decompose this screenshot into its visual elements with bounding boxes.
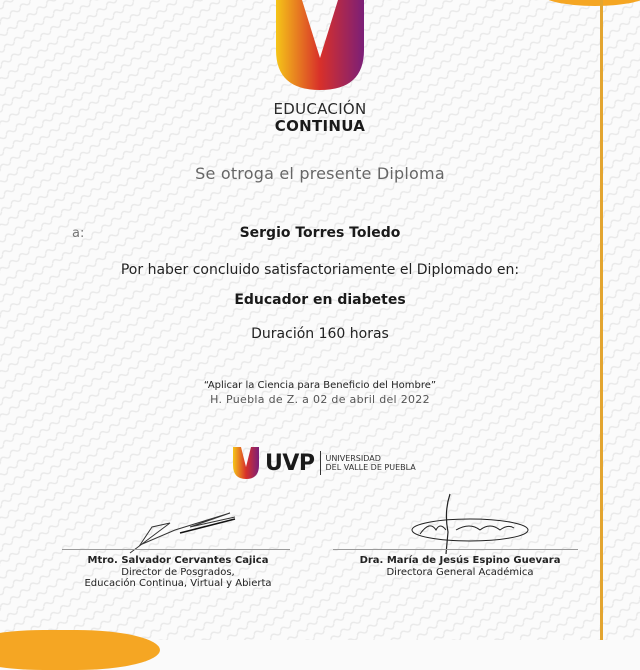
uvp-v-logo-icon: [233, 447, 259, 479]
uvp-separator: [320, 451, 321, 475]
signer-1-name: Mtro. Salvador Cervantes Cajica: [87, 555, 269, 566]
place-date: H. Puebla de Z. a 02 de abril del 2022: [210, 393, 430, 406]
signature-1-scribble: [60, 505, 260, 555]
diploma-intro: Se otroga el presente Diploma: [195, 164, 445, 183]
decorative-orange-shape-bottom: [0, 630, 160, 670]
uvp-acronym: UVP: [265, 450, 315, 476]
program-name: Educador en diabetes: [234, 292, 406, 308]
decorative-vertical-line: [600, 0, 603, 640]
signer-1-title-line2: Educación Continua, Virtual y Abierta: [84, 578, 272, 589]
uvp-logo: [233, 447, 416, 479]
educacion-continua-logo-icon: [274, 0, 366, 92]
recipient-name: Sergio Torres Toledo: [239, 225, 401, 241]
signer-2-name: Dra. María de Jesús Espino Guevara: [359, 555, 561, 566]
signature-line-1: [62, 549, 290, 550]
signature-block-1: [58, 555, 298, 590]
duration: Duración 160 horas: [251, 326, 389, 342]
motto: “Aplicar la Ciencia para Beneficio del Hombre”: [203, 380, 437, 391]
uvp-name-line2: DEL VALLE DE PUEBLA: [325, 463, 416, 472]
brand-line-1: EDUCACIÓN: [273, 100, 367, 118]
signature-block-2: [340, 555, 580, 578]
completion-text: Por haber concluido satisfactoriamente el Diplomado en:: [120, 262, 520, 278]
signature-line-2: [333, 549, 578, 550]
signer-1-title-line1: Director de Posgrados,: [121, 566, 235, 578]
uvp-name-line1: UNIVERSIDAD: [325, 454, 381, 463]
brand-line-2: CONTINUA: [274, 117, 366, 135]
recipient-label: a:: [72, 226, 85, 241]
signer-2-title-line1: Directora General Académica: [386, 566, 534, 578]
uvp-full-name: [326, 454, 416, 472]
signature-2-scribble: [400, 492, 540, 554]
